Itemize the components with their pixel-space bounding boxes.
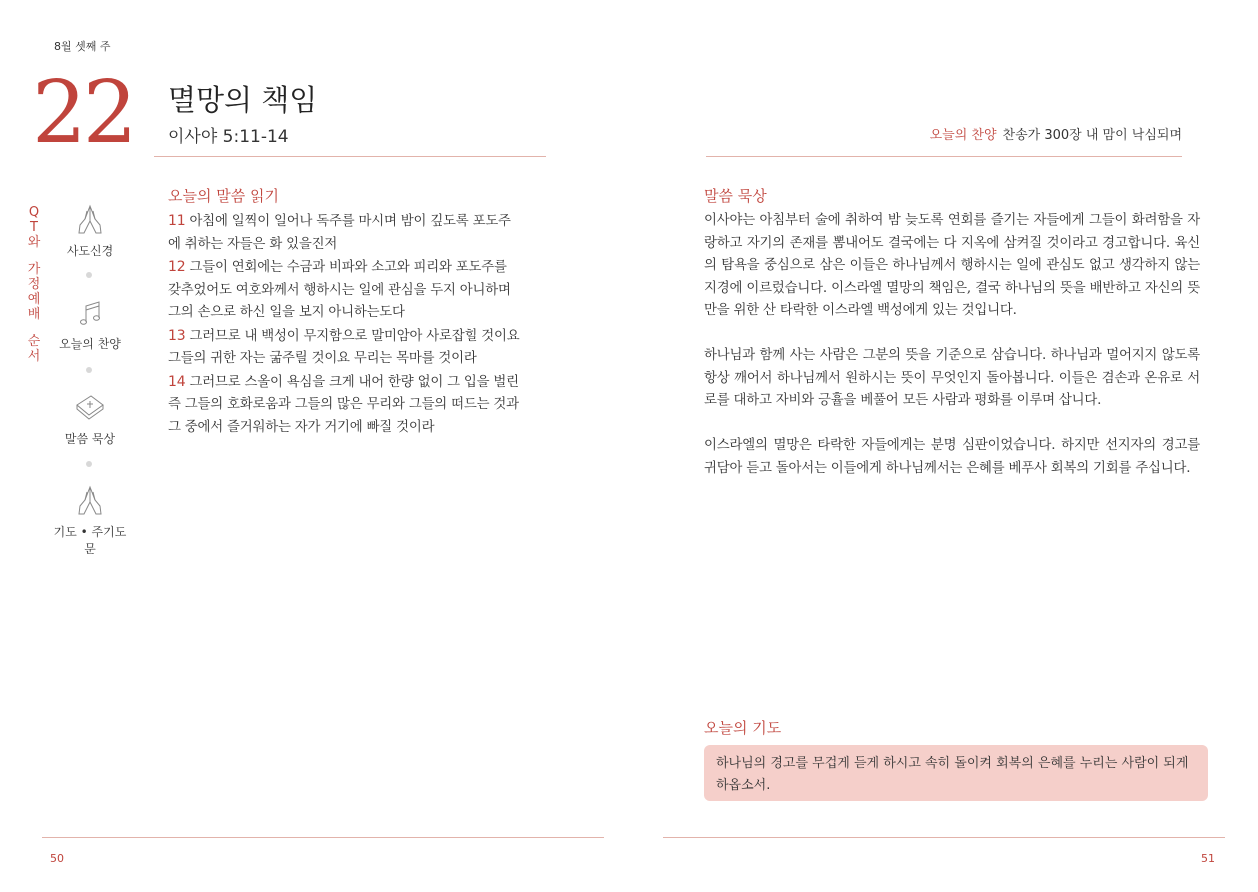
header-rule-left — [154, 156, 546, 157]
prayer-box — [704, 745, 1208, 801]
verse-line: 즉 그들의 호화로움과 그들의 많은 무리와 그들의 떠드는 것과 — [168, 397, 519, 412]
music-note-icon — [73, 296, 107, 330]
praying-hands-icon — [73, 484, 107, 518]
vertical-section-label — [27, 205, 41, 364]
sidebar-item-label: 오늘의 찬양 — [59, 337, 121, 351]
meditation-paragraph: 하나님과 함께 사는 사람은 그분의 뜻을 기준으로 삼습니다. 하나님과 멀어지지 않도록 항상 깨어서 하나님께서 원하시는 뜻이 무엇인지 돌아봅니다. 이들은 겸손과 온유로 서로를 대하고 자비와 긍휼을 베풀어 모든 사람과 평화를 이루며 삽니다. — [704, 348, 1200, 408]
verse-line: 에 취하는 자들은 화 있을진저 — [168, 236, 338, 252]
page-number-right: 51 — [1201, 852, 1215, 865]
prayer-text: 하나님의 경고를 무겁게 듣게 하시고 속히 돌이켜 회복의 은혜를 누리는 사람이 되게 하옵소서. — [716, 756, 1189, 793]
verse-line: 그 중에서 즐거워하는 자가 거기에 빠질 것이라 — [168, 419, 435, 435]
separator-dot — [86, 272, 92, 278]
header-rule-right — [706, 156, 1182, 157]
verse-line: 그러므로 스올이 욕심을 크게 내어 한량 없이 그 입을 벌린 — [189, 374, 519, 390]
verse-line: 그러므로 내 백성이 무지함으로 말미암아 사로잡힐 것이요 — [189, 328, 520, 344]
verse — [168, 210, 558, 256]
praying-hands-icon — [73, 203, 107, 237]
verse — [168, 325, 558, 371]
hymn-text: 찬송가 300장 내 맘이 낙심되며 — [1002, 128, 1182, 143]
meditation-body — [704, 210, 1200, 503]
verse-number: 12 — [168, 259, 186, 275]
reading-title: 오늘의 말씀 읽기 — [168, 187, 279, 205]
sidebar-item-label: 기도 • 주기도문 — [53, 525, 127, 556]
vertical-char: 순 — [27, 334, 41, 349]
hymn-label: 오늘의 찬양 — [929, 128, 997, 143]
prayer-title: 오늘의 기도 — [704, 719, 782, 737]
day-number: 22 — [32, 63, 134, 163]
separator-dot — [86, 367, 92, 373]
verse-line: 갖추었어도 여호와께서 행하시는 일에 관심을 두지 아니하며 — [168, 282, 511, 298]
meditation-paragraph: 이사야는 아침부터 술에 취하여 밤 늦도록 연회를 즐기는 자들에게 그들이 화려함을 자랑하고 자기의 존재를 뽐내어도 결국에는 다 지옥에 삼켜질 것이라고 경고합니다. 육신의 탐욕을 중심으로 삼은 이들은 하나님께서 행하시는 일에 관심도 없고 생각하지 않는 지경에 이르렀습니다. 이스라엘 멸망의 책임은, 결국 하나님의 뜻을 배반하고 자신의 뜻만을 위한 산 타락한 이스라엘 백성에게 있는 것입니다. — [704, 213, 1200, 318]
sidebar-item-meditation — [48, 391, 132, 447]
page-number-left: 50 — [50, 852, 64, 865]
sidebar-item-label: 말씀 묵상 — [64, 432, 116, 446]
vertical-char: 와 — [27, 235, 41, 250]
hymn-line — [930, 124, 1182, 143]
sidebar-item-hymn — [48, 296, 132, 352]
footer-rule-right — [663, 837, 1225, 838]
page-title: 멸망의 책임 — [168, 83, 318, 117]
bible-icon — [73, 391, 107, 425]
meditation-paragraph: 이스라엘의 멸망은 타락한 자들에게는 분명 심판이었습니다. 하지만 선지자의 경고를 귀담아 듣고 돌아서는 이들에게 하나님께서는 은혜를 베푸사 회복의 기회를 주십니다. — [704, 438, 1200, 476]
separator-dot — [86, 461, 92, 467]
verse-number: 14 — [168, 373, 186, 390]
vertical-char: 예 — [27, 292, 41, 307]
week-label: 8월 셋째 주 — [54, 40, 111, 53]
verse-number: 13 — [168, 327, 186, 344]
vertical-char: 서 — [27, 349, 41, 364]
footer-rule-left — [42, 837, 604, 838]
vertical-char: T — [30, 220, 38, 235]
verse-line: 그들이 연회에는 수금과 비파와 소고와 피리와 포도주를 — [189, 260, 507, 275]
verse — [168, 371, 558, 440]
verse-number: 11 — [168, 213, 186, 229]
meditation-title: 말씀 묵상 — [704, 187, 767, 205]
scripture-reference: 이사야 5:11-14 — [168, 127, 289, 147]
verse-line: 그들의 귀한 자는 굶주릴 것이요 무리는 목마를 것이라 — [168, 351, 477, 366]
verse-line: 그의 손으로 하신 일을 보지 아니하는도다 — [168, 305, 405, 320]
verse-line: 아침에 일찍이 일어나 독주를 마시며 밤이 깊도록 포도주 — [189, 214, 511, 229]
sidebar-item-label: 사도신경 — [66, 244, 114, 258]
vertical-char: Q — [28, 205, 40, 220]
sidebar-item-apostles-creed — [48, 203, 132, 259]
verse-list — [168, 210, 558, 439]
vertical-char: 정 — [27, 277, 41, 292]
vertical-char: 가 — [27, 262, 41, 277]
sidebar-item-prayer — [48, 484, 132, 557]
vertical-char: 배 — [27, 307, 41, 322]
verse — [168, 256, 558, 325]
